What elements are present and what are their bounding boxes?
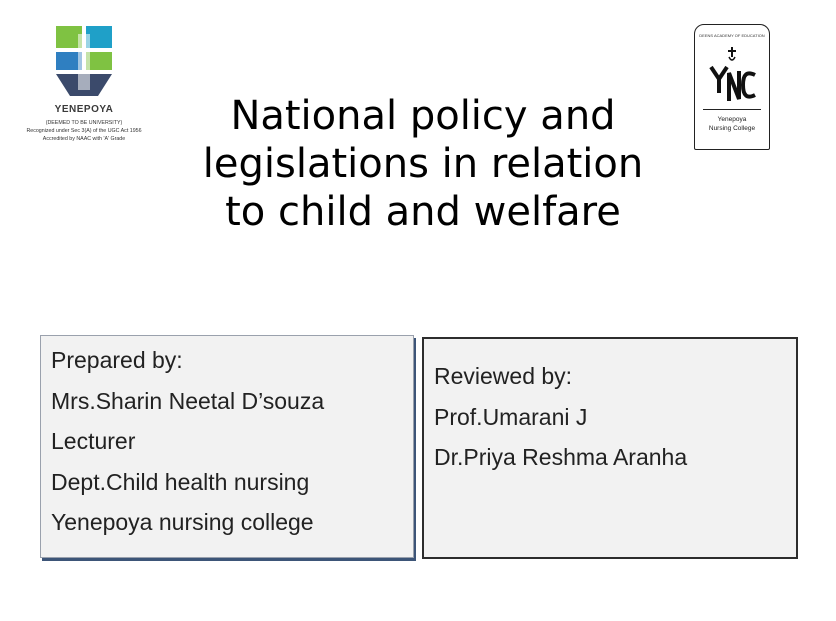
title-line: to child and welfare [225, 189, 621, 235]
reviewer-name: Dr.Priya Reshma Aranha [434, 444, 688, 470]
logo-left-line: Recognized under Sec 3(A) of the UGC Act 1956 [26, 128, 142, 134]
slide-title [150, 92, 696, 236]
title-line: legislations in relation [202, 141, 644, 187]
logo-left-line: (DEEMED TO BE UNIVERSITY) [45, 120, 123, 126]
preparer-name: Mrs.Sharin Neetal D’souza [51, 387, 325, 414]
prepared-by-box [40, 335, 414, 558]
title-line: National policy and [230, 93, 616, 139]
reviewed-by-box [422, 337, 798, 559]
preparer-designation: Lecturer [51, 428, 136, 454]
yenepoya-university-logo [24, 24, 144, 156]
logo-right-subtitle: Nursing College [708, 125, 756, 132]
logo-right-subtitle: Yenepoya [717, 116, 747, 123]
ync-monogram-icon [707, 43, 757, 107]
preparer-institution: Yenepoya nursing college [51, 509, 314, 535]
reviewer-name: Prof.Umarani J [434, 403, 588, 430]
logo-left-line: Accredited by NAAC with 'A' Grade [42, 136, 126, 142]
logo-left-name: YENEPOYA [54, 104, 114, 115]
yenepoya-nursing-college-logo [694, 24, 770, 150]
preparer-department: Dept.Child health nursing [51, 468, 310, 495]
yenepoya-emblem-icon [52, 24, 116, 102]
reviewed-by-heading: Reviewed by: [434, 363, 573, 389]
logo-right-divider [703, 109, 761, 110]
prepared-by-heading: Prepared by: [51, 347, 183, 373]
logo-right-top-text: DEENS ACADEMY OF EDUCATION [699, 33, 765, 38]
